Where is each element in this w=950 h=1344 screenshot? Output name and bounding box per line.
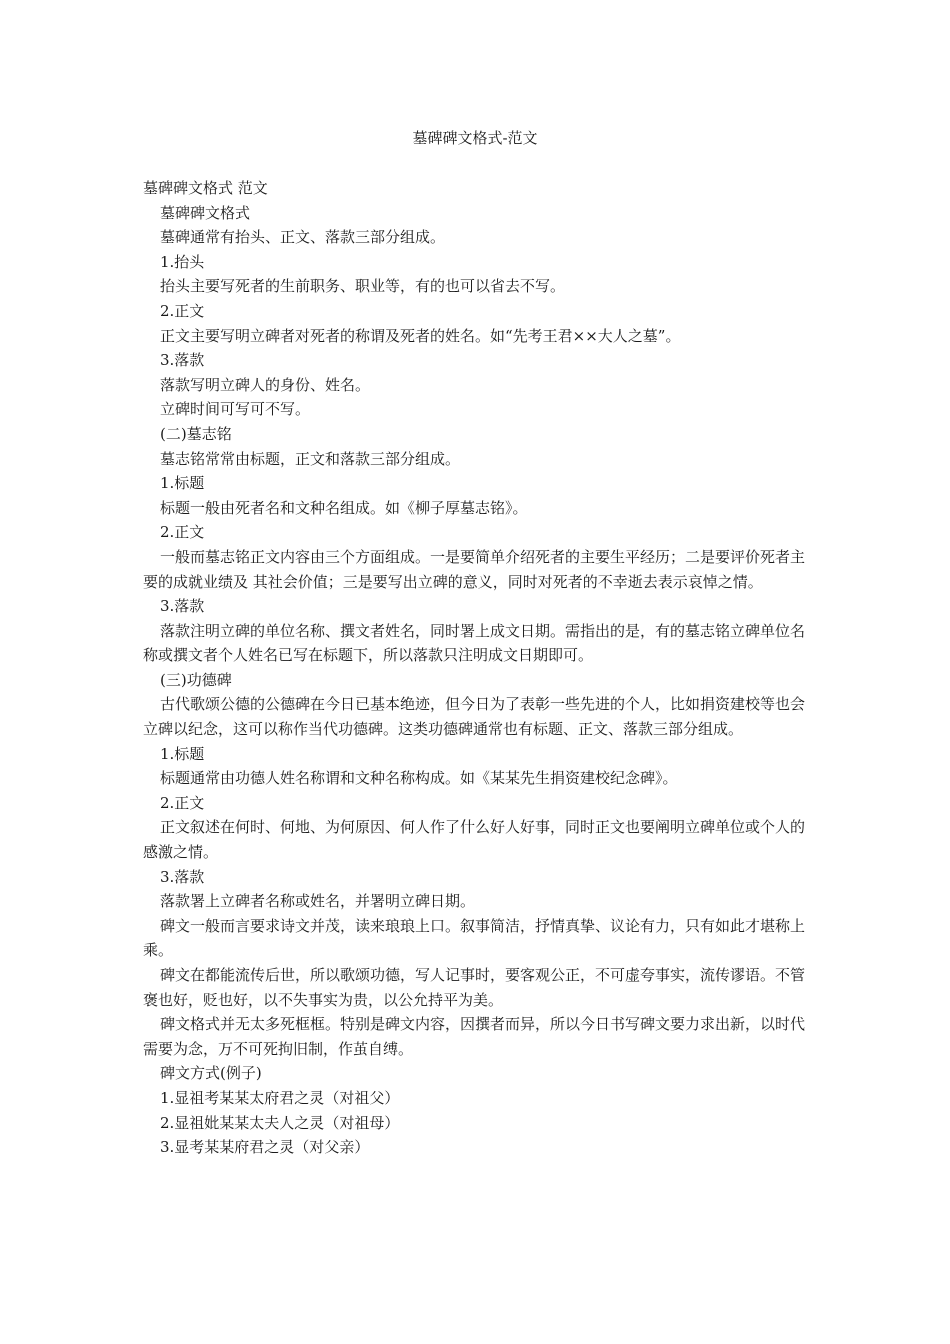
paragraph: 碑文方式(例子) [160, 1064, 262, 1083]
paragraph: 1.抬头 [160, 252, 205, 271]
paragraph: 一般而墓志铭正文内容由三个方面组成。一是要简单介绍死者的主要生平经历；二是要评价死者主要的成就业绩及 其社会价值；三是要写出立碑的意义，同时对死者的不幸逝去表示哀悼之情。 [143, 547, 806, 591]
paragraph: 2.正文 [160, 523, 205, 542]
paragraph: 2.显祖妣某某太夫人之灵（对祖母） [160, 1113, 400, 1132]
paragraph: 立碑时间可写可不写。 [160, 400, 311, 419]
paragraph: 2.正文 [160, 793, 205, 812]
document-body [143, 176, 811, 1160]
paragraph: 标题一般由死者名和文种名组成。如《柳子厚墓志铭》。 [160, 498, 528, 517]
paragraph: 3.显考某某府君之灵（对父亲） [160, 1138, 370, 1157]
paragraph: 1.标题 [160, 744, 205, 763]
paragraph: 落款注明立碑的单位名称、撰文者姓名，同时署上成文日期。需指出的是，有的墓志铭立碑单位名称或撰文者个人姓名已写在标题下，所以落款只注明成文日期即可。 [143, 621, 806, 665]
paragraph: (三)功德碑 [160, 670, 232, 689]
paragraph: 墓碑碑文格式 范文 [143, 179, 268, 197]
paragraph: 2.正文 [160, 301, 205, 320]
paragraph: 正文叙述在何时、何地、为何原因、何人作了什么好人好事，同时正文也要阐明立碑单位或个人的感激之情。 [143, 818, 806, 862]
paragraph: 3.落款 [160, 351, 205, 370]
paragraph: 3.落款 [160, 597, 205, 616]
paragraph: 标题通常由功德人姓名称谓和文种名称构成。如《某某先生捐资建校纪念碑》。 [160, 769, 678, 788]
page-title: 墓碑碑文格式-范文 [412, 129, 538, 147]
paragraph: 碑文格式并无太多死框框。特别是碑文内容，因撰者而异，所以今日书写碑文要力求出新，以时代需要为念，万不可死拘旧制，作茧自缚。 [143, 1015, 806, 1058]
paragraph: 1.标题 [160, 474, 205, 493]
paragraph: 墓志铭常常由标题，正文和落款三部分组成。 [160, 449, 461, 468]
paragraph: 落款写明立碑人的身份、姓名。 [160, 375, 371, 394]
paragraph: 3.落款 [160, 867, 205, 886]
paragraph: 1.显祖考某某太府君之灵（对祖父） [160, 1088, 400, 1107]
paragraph: 古代歌颂公德的公德碑在今日已基本绝迹，但今日为了表彰一些先进的个人，比如捐资建校等也会立碑以纪念，这可以称作当代功德碑。这类功德碑通常也有标题、正文、落款三部分组成。 [143, 695, 806, 739]
paragraph: 墓碑通常有抬头、正文、落款三部分组成。 [160, 228, 446, 247]
paragraph: 落款署上立碑者名称或姓名，并署明立碑日期。 [160, 892, 476, 911]
paragraph: (二)墓志铭 [160, 424, 232, 443]
paragraph: 抬头主要写死者的生前职务、职业等，有的也可以省去不写。 [160, 277, 566, 296]
paragraph: 碑文一般而言要求诗文并茂，读来琅琅上口。叙事简洁，抒情真挚、议论有力，只有如此才堪称上乘。 [143, 916, 806, 960]
paragraph: 碑文在都能流传后世，所以歌颂功德，写人记事时，要客观公正，不可虚夸事实，流传谬语。不管褒也好，贬也好，以不失事实为贵，以公允持平为美。 [143, 966, 806, 1009]
paragraph: 墓碑碑文格式 [160, 203, 251, 222]
paragraph: 正文主要写明立碑者对死者的称谓及死者的姓名。如“先考王君××大人之墓”。 [160, 326, 681, 345]
